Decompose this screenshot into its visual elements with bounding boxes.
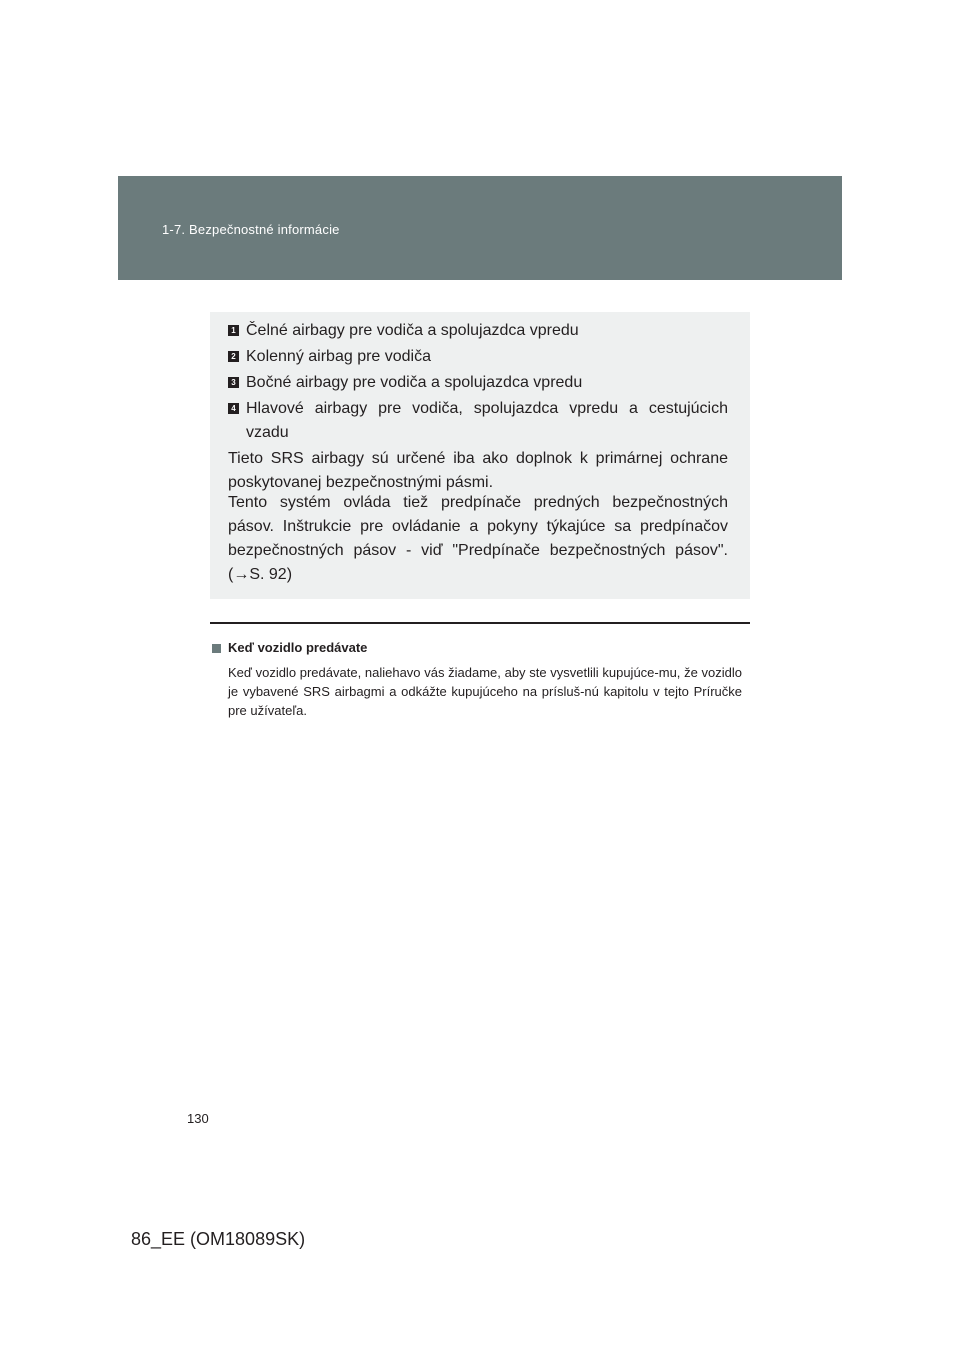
item-number-2: 2	[228, 351, 239, 362]
srs-supplement-paragraph: Tieto SRS airbagy sú určené iba ako doplnok k primárnej ochrane poskytovanej bezpečnostnými pásmi.	[228, 450, 728, 491]
section-title: 1-7. Bezpečnostné informácie	[162, 222, 340, 237]
section-divider	[210, 622, 750, 624]
item-number-3: 3	[228, 377, 239, 388]
document-code: 86_EE (OM18089SK)	[131, 1229, 306, 1249]
page-number: 130	[187, 1111, 209, 1126]
airbag-item-4: Hlavové airbagy pre vodiča, spolujazdca vpredu a cestujúcich vzadu	[246, 400, 728, 441]
airbag-item-1: Čelné airbagy pre vodiča a spolujazdca vpredu	[246, 322, 579, 339]
item-number-4: 4	[228, 403, 239, 414]
note-square-icon	[212, 644, 221, 653]
airbag-item-2: Kolenný airbag pre vodiča	[246, 348, 432, 365]
note-title: Keď vozidlo predávate	[228, 640, 368, 655]
note-body: Keď vozidlo predávate, naliehavo vás žiadame, aby ste vysvetlili kupujúce-mu, že vozidlo je vybavené SRS airbagmi a odkážte kupujúceho na prísluš-nú kapitolu v tejto Príručke pre užívateľa.	[228, 665, 742, 718]
pretensioner-paragraph: Tento systém ovláda tiež predpínače predných bezpečnostných pásov. Inštrukcie pre ovládanie a pokyny týkajúce sa predpínačov bezpečnostných pásov - viď "Predpínače bezpečnostných pásov". (→S. 92)	[228, 494, 728, 583]
item-number-1: 1	[228, 325, 239, 336]
airbag-item-3: Bočné airbagy pre vodiča a spolujazdca vpredu	[246, 374, 583, 391]
